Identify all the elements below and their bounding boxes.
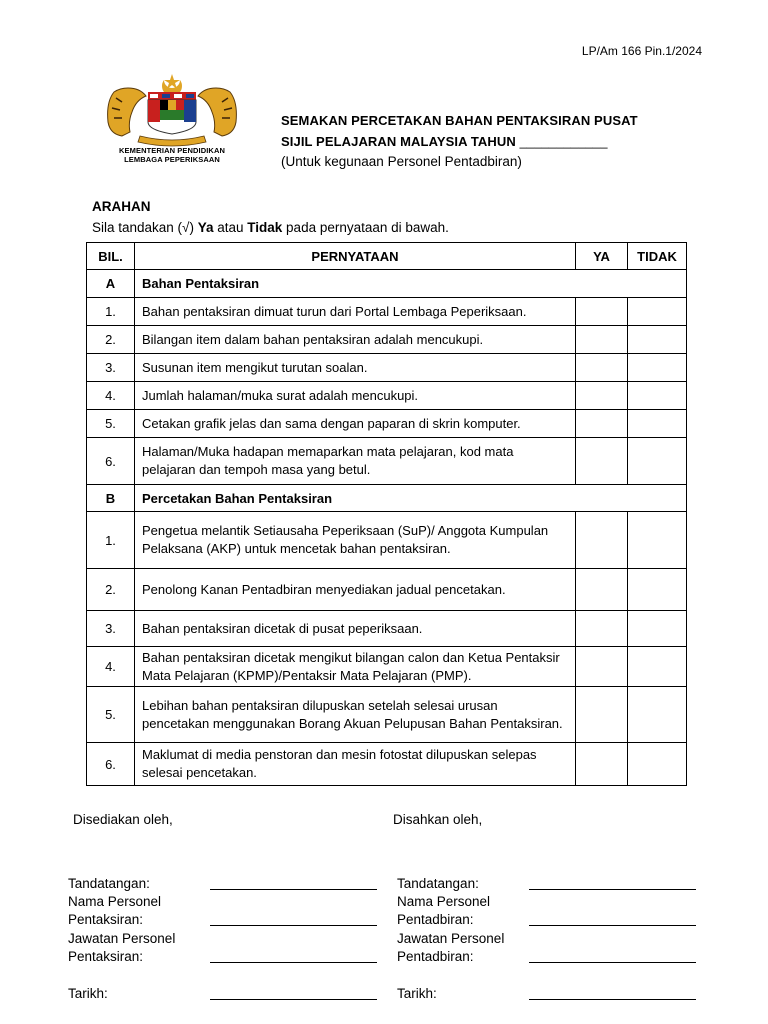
row-statement: Penolong Kanan Pentadbiran menyediakan jadual pencetakan. — [135, 569, 576, 611]
ya-checkbox-cell[interactable] — [576, 410, 628, 438]
right-date-label: Tarikh: — [397, 986, 437, 1001]
row-statement: Cetakan grafik jelas dan sama dengan paparan di skrin komputer. — [135, 410, 576, 438]
table-header-row — [87, 243, 687, 270]
table-row — [87, 438, 687, 485]
table-row — [87, 611, 687, 647]
ya-checkbox-cell[interactable] — [576, 569, 628, 611]
left-name-field[interactable] — [210, 911, 377, 926]
right-position-label: Jawatan Personel Pentadbiran: — [397, 931, 505, 964]
row-statement: Lebihan bahan pentaksiran dilupuskan setelah selesai urusan pencetakan menggunakan Borang Akuan Pelupusan Bahan Pentaksiran. — [135, 687, 576, 743]
ya-checkbox-cell[interactable] — [576, 743, 628, 786]
prepared-by-heading: Disediakan oleh, — [73, 812, 173, 827]
row-number: 6. — [87, 438, 135, 485]
ya-checkbox-cell[interactable] — [576, 512, 628, 569]
tidak-checkbox-cell[interactable] — [628, 410, 687, 438]
section-label: B — [87, 485, 135, 512]
left-signature-label: Tandatangan: — [68, 876, 150, 891]
row-statement: Bilangan item dalam bahan pentaksiran adalah mencukupi. — [135, 326, 576, 354]
left-date-field[interactable] — [210, 985, 377, 1000]
ya-checkbox-cell[interactable] — [576, 354, 628, 382]
section-row-b — [87, 485, 687, 512]
row-statement: Halaman/Muka hadapan memaparkan mata pelajaran, kod mata pelajaran dan tempoh masa yang betul. — [135, 438, 576, 485]
column-header-tidak: TIDAK — [628, 243, 687, 270]
table-row — [87, 687, 687, 743]
table-row — [87, 354, 687, 382]
row-statement: Jumlah halaman/muka surat adalah mencukupi. — [135, 382, 576, 410]
tidak-checkbox-cell[interactable] — [628, 298, 687, 326]
instructions-text: Sila tandakan (√) Ya atau Tidak pada pernyataan di bawah. — [92, 220, 449, 235]
row-statement: Bahan pentaksiran dicetak di pusat peperiksaan. — [135, 611, 576, 647]
right-name-label: Nama Personel Pentadbiran: — [397, 894, 491, 927]
row-number: 3. — [87, 354, 135, 382]
tidak-checkbox-cell[interactable] — [628, 382, 687, 410]
section-row-a — [87, 270, 687, 298]
approved-by-heading: Disahkan oleh, — [393, 812, 483, 827]
left-position-field[interactable] — [210, 948, 377, 963]
row-number: 4. — [87, 647, 135, 687]
row-statement: Bahan pentaksiran dimuat turun dari Portal Lembaga Peperiksaan. — [135, 298, 576, 326]
tidak-checkbox-cell[interactable] — [628, 326, 687, 354]
row-number: 1. — [87, 298, 135, 326]
document-reference: LP/Am 166 Pin.1/2024 — [581, 44, 702, 58]
row-number: 1. — [87, 512, 135, 569]
instructions-heading: ARAHAN — [92, 199, 151, 214]
year-blank-field[interactable]: ____________ — [519, 134, 608, 149]
table-row — [87, 298, 687, 326]
row-number: 2. — [87, 326, 135, 354]
right-signature-field[interactable] — [529, 875, 696, 890]
table-row — [87, 382, 687, 410]
table-row — [87, 743, 687, 786]
row-statement: Pengetua melantik Setiausaha Peperiksaan (SuP)/ Anggota Kumpulan Pelaksana (AKP) untuk mencetak bahan pentaksiran. — [135, 512, 576, 569]
table-row — [87, 569, 687, 611]
column-header-bil: BIL. — [87, 243, 135, 270]
ya-checkbox-cell[interactable] — [576, 611, 628, 647]
row-number: 3. — [87, 611, 135, 647]
tidak-checkbox-cell[interactable] — [628, 438, 687, 485]
table-row — [87, 647, 687, 687]
row-number: 2. — [87, 569, 135, 611]
ya-checkbox-cell[interactable] — [576, 298, 628, 326]
tidak-checkbox-cell[interactable] — [628, 647, 687, 687]
right-signature-label: Tandatangan: — [397, 876, 479, 891]
document-title-line-2: SIJIL PELAJARAN MALAYSIA TAHUN ____________ — [281, 134, 608, 149]
crest-caption: KEMENTERIAN PENDIDIKAN LEMBAGA PEPERIKSAAN — [119, 146, 225, 164]
row-statement: Maklumat di media penstoran dan mesin fotostat dilupuskan selepas selesai pencetakan. — [135, 743, 576, 786]
row-number: 4. — [87, 382, 135, 410]
right-name-field[interactable] — [529, 911, 696, 926]
tidak-checkbox-cell[interactable] — [628, 687, 687, 743]
row-statement: Bahan pentaksiran dicetak mengikut bilangan calon dan Ketua Pentaksir Mata Pelajaran (KPMP)/Pentaksir Mata Pelajaran (PMP). — [135, 647, 576, 687]
tidak-checkbox-cell[interactable] — [628, 743, 687, 786]
document-title-line-1: SEMAKAN PERCETAKAN BAHAN PENTAKSIRAN PUSAT — [281, 113, 638, 128]
row-number: 5. — [87, 410, 135, 438]
right-position-field[interactable] — [529, 948, 696, 963]
document-subtitle: (Untuk kegunaan Personel Pentadbiran) — [281, 154, 522, 169]
tidak-checkbox-cell[interactable] — [628, 354, 687, 382]
ya-checkbox-cell[interactable] — [576, 647, 628, 687]
ya-checkbox-cell[interactable] — [576, 687, 628, 743]
checklist-table — [86, 242, 687, 786]
column-header-ya: YA — [576, 243, 628, 270]
ya-checkbox-cell[interactable] — [576, 382, 628, 410]
left-name-label: Nama Personel Pentaksiran: — [68, 894, 162, 927]
right-date-field[interactable] — [529, 985, 696, 1000]
section-title: Bahan Pentaksiran — [135, 270, 687, 298]
left-position-label: Jawatan Personel Pentaksiran: — [68, 931, 176, 964]
left-signature-field[interactable] — [210, 875, 377, 890]
tidak-checkbox-cell[interactable] — [628, 611, 687, 647]
section-label: A — [87, 270, 135, 298]
ya-checkbox-cell[interactable] — [576, 326, 628, 354]
table-row — [87, 410, 687, 438]
table-row — [87, 512, 687, 569]
section-title: Percetakan Bahan Pentaksiran — [135, 485, 687, 512]
tidak-checkbox-cell[interactable] — [628, 512, 687, 569]
left-date-label: Tarikh: — [68, 986, 108, 1001]
ya-checkbox-cell[interactable] — [576, 438, 628, 485]
tidak-checkbox-cell[interactable] — [628, 569, 687, 611]
title-block — [281, 110, 701, 172]
row-number: 6. — [87, 743, 135, 786]
column-header-pernyataan: PERNYATAAN — [135, 243, 576, 270]
table-row — [87, 326, 687, 354]
row-statement: Susunan item mengikut turutan soalan. — [135, 354, 576, 382]
row-number: 5. — [87, 687, 135, 743]
